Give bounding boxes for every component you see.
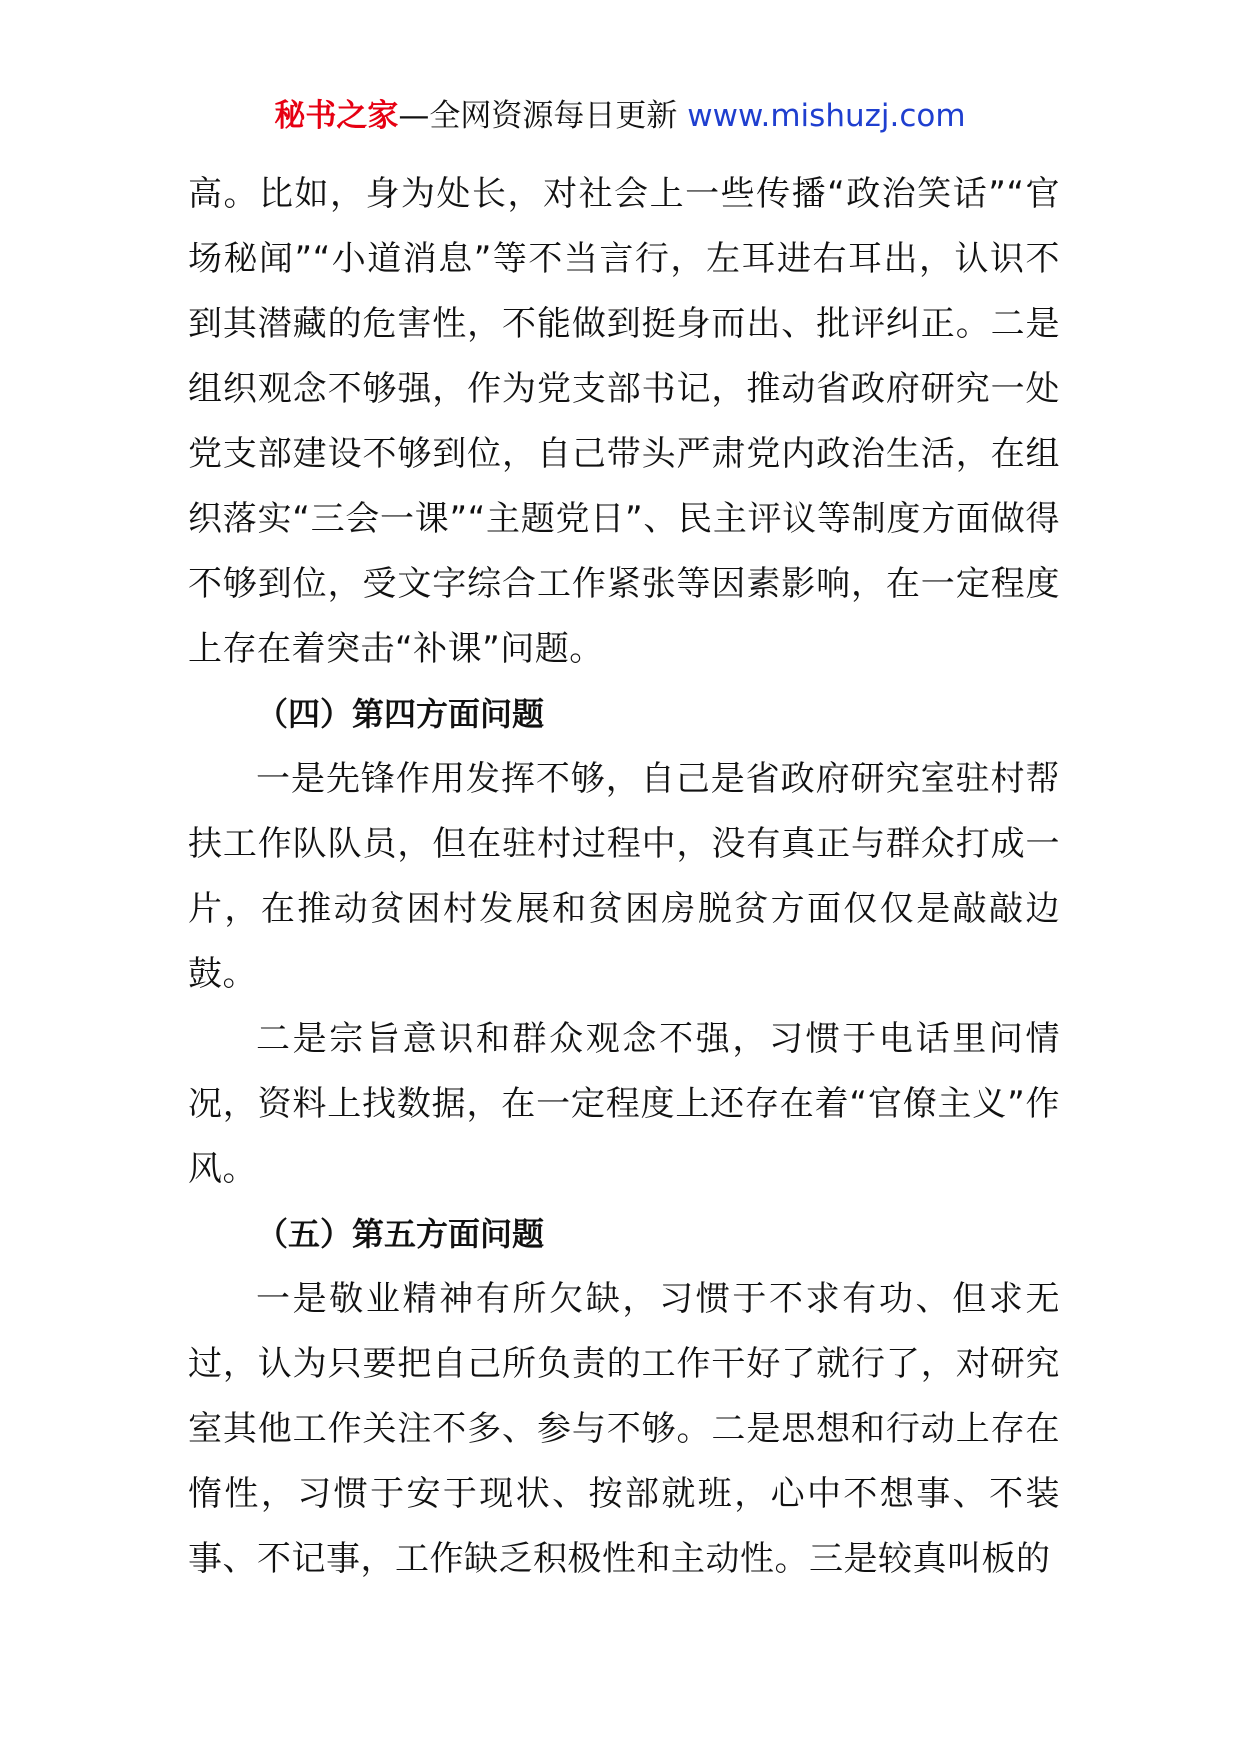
document-body [188, 162, 1060, 1592]
section-heading-4: （四）第四方面问题 [256, 695, 545, 733]
site-brand: 秘书之家 [274, 98, 399, 134]
site-tagline: —全网资源每日更新 [398, 98, 688, 134]
section-heading-5: （五）第五方面问题 [256, 1215, 545, 1253]
paragraph-continued: 高。比如，身为处长，对社会上一些传播“政治笑话”“官场秘闻”“小道消息”等不当言行，左耳进右耳出，认识不到其潜藏的危害性，不能做到挺身而出、批评纠正。二是组织观念不够强，作为党支部书记，推动省政府研究一处党支部建设不够到位，自己带头严肃党内政治生活，在组织落实“三会一课”“主题党日”、民主评议等制度方面做得不够到位，受文字综合工作紧张等因素影响，在一定程度上存在着突击“补课”问题。 [188, 174, 1060, 669]
paragraph-4-2: 二是宗旨意识和群众观念不强，习惯于电话里问情况，资料上找数据，在一定程度上还存在着“官僚主义”作风。 [188, 1019, 1060, 1189]
site-header [0, 96, 1240, 136]
paragraph-4-1: 一是先锋作用发挥不够，自己是省政府研究室驻村帮扶工作队队员，但在驻村过程中，没有真正与群众打成一片，在推动贫困村发展和贫困房脱贫方面仅仅是敲敲边鼓。 [188, 759, 1060, 994]
site-url[interactable]: www.mishuzj.com [687, 98, 966, 134]
paragraph-5-1: 一是敬业精神有所欠缺，习惯于不求有功、但求无过，认为只要把自己所负责的工作干好了就行了，对研究室其他工作关注不多、参与不够。二是思想和行动上存在惰性，习惯于安于现状、按部就班，心中不想事、不装事、不记事，工作缺乏积极性和主动性。三是较真叫板的 [188, 1279, 1060, 1579]
